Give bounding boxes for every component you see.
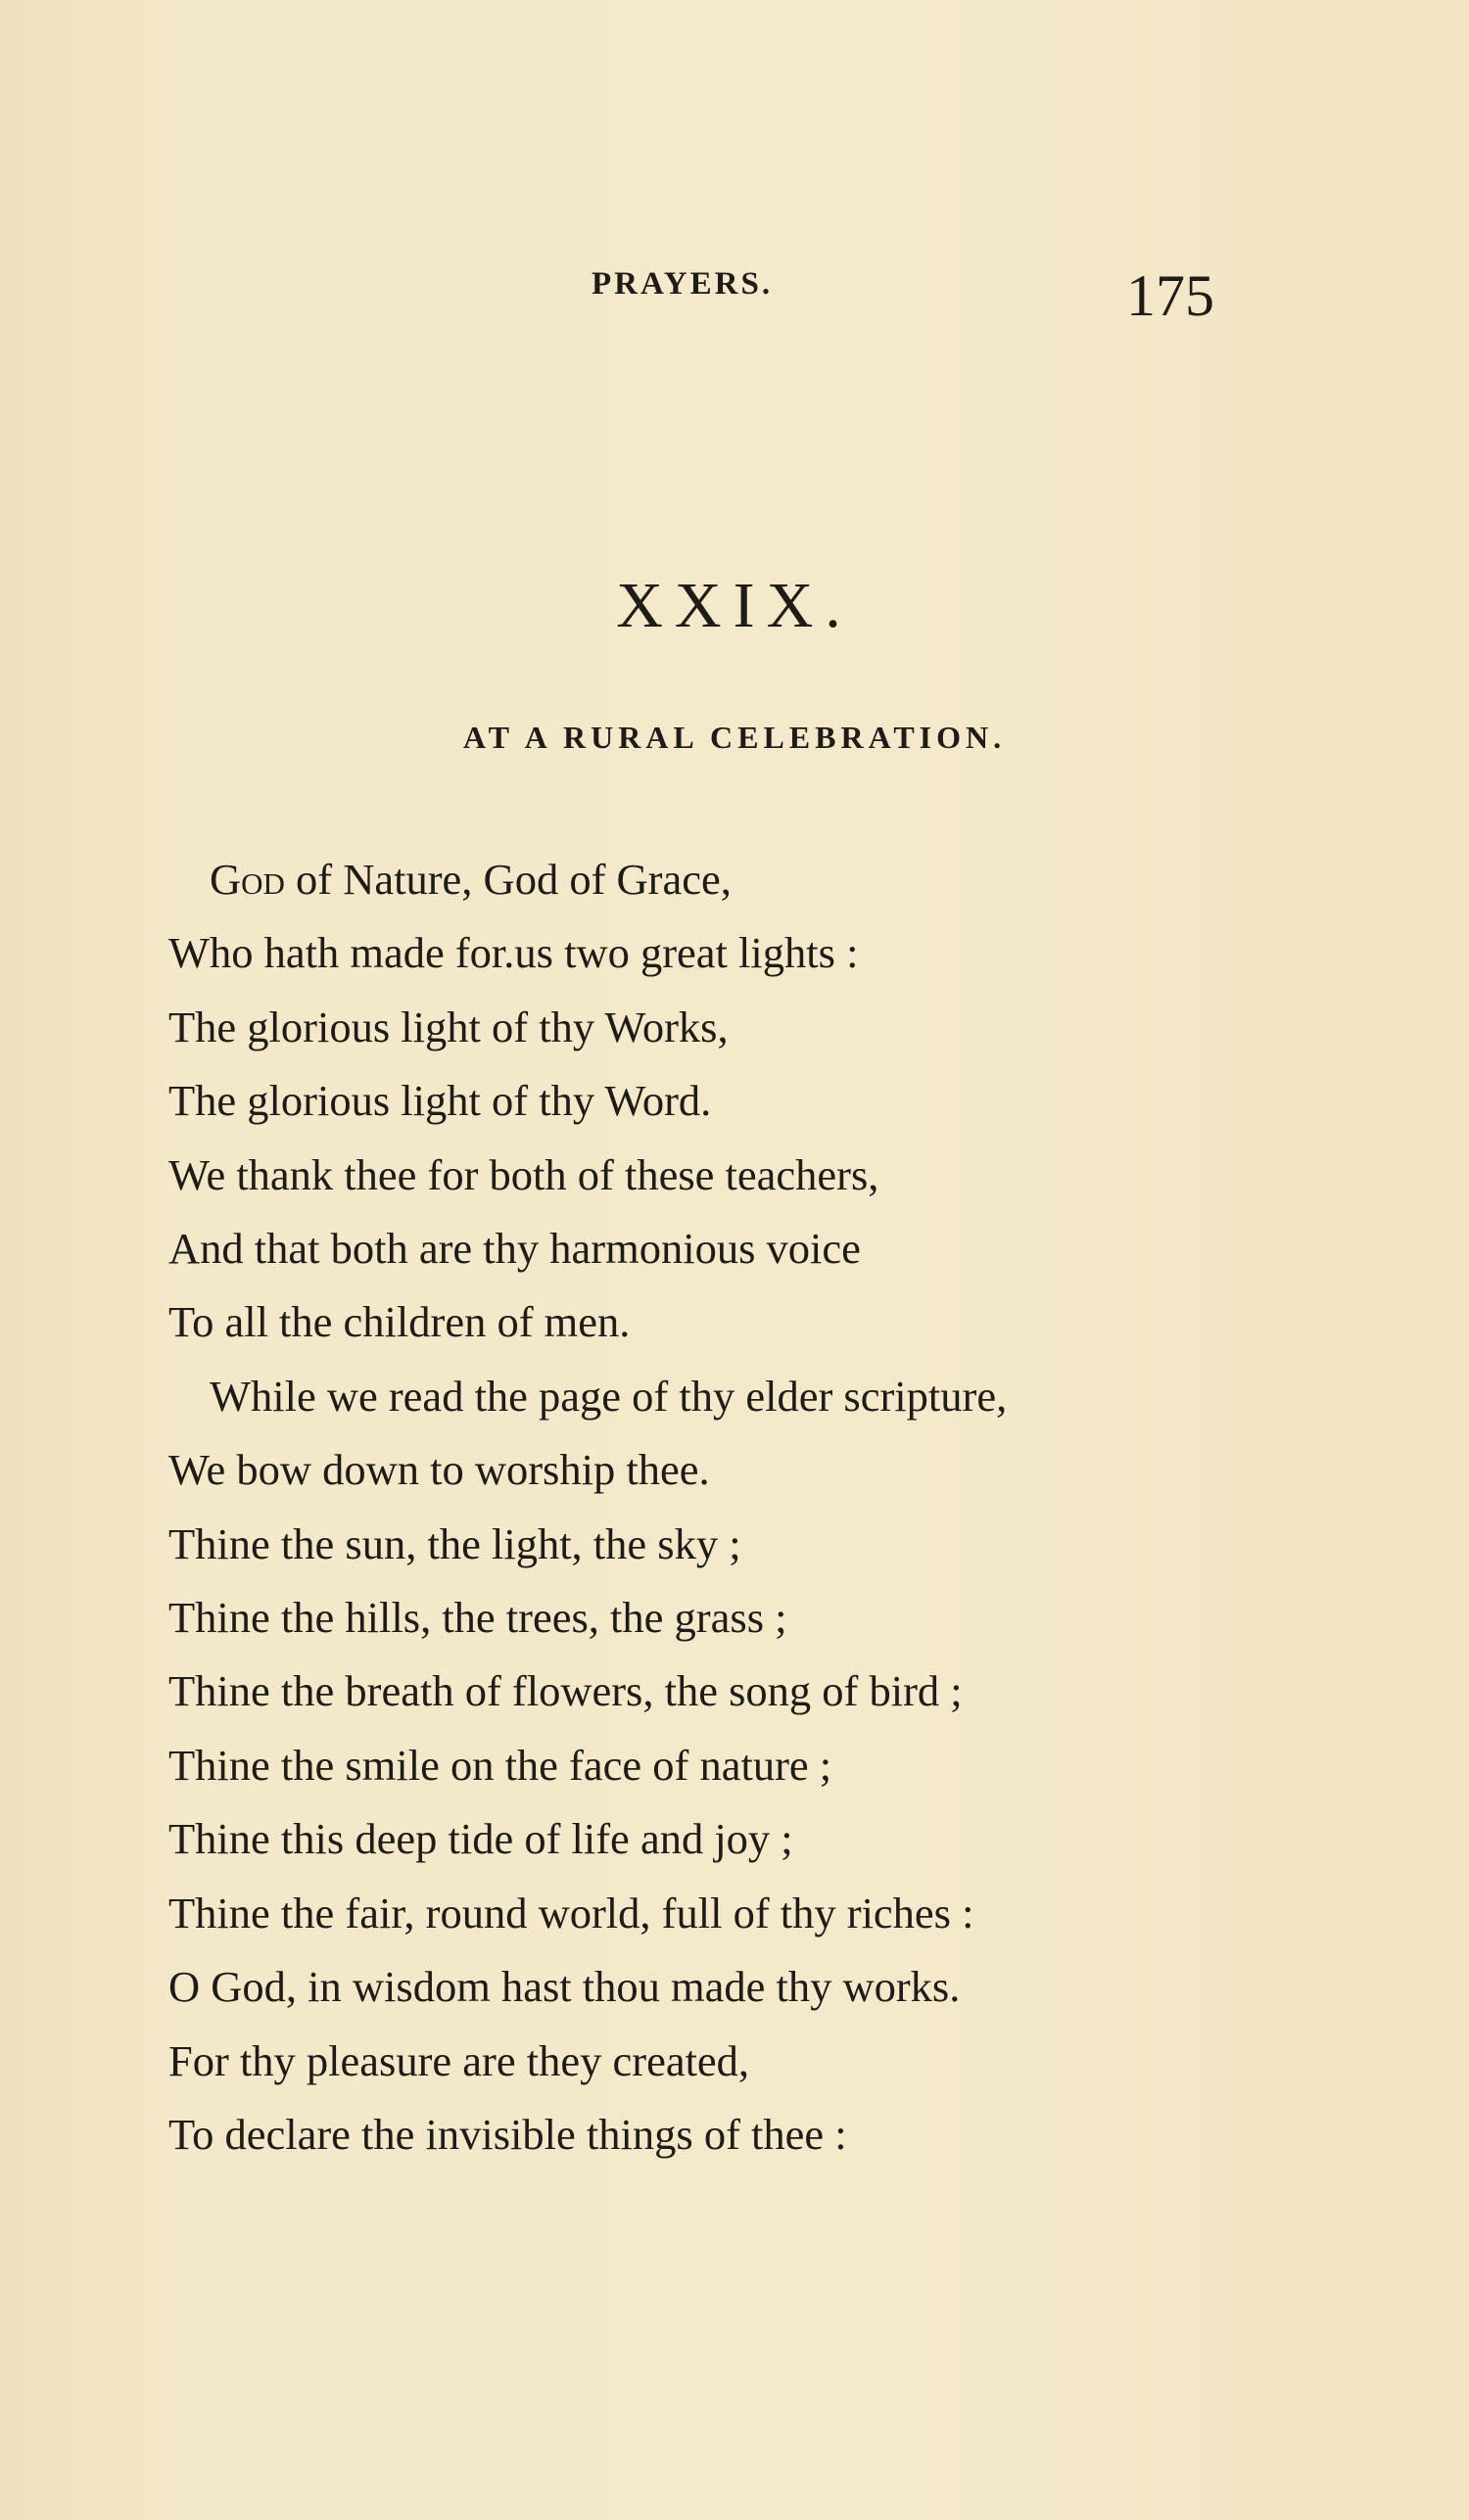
verse-line: Thine the smile on the face of nature ;: [168, 1740, 832, 1790]
verse-line: Thine this deep tide of life and joy ;: [168, 1814, 793, 1864]
verse-line: Thine the breath of flowers, the song of bird ;: [168, 1666, 963, 1716]
chapter-number: XXIX.: [616, 570, 853, 641]
chapter-title: AT A RURAL CELEBRATION.: [462, 720, 1007, 755]
running-head: PRAYERS.: [592, 266, 774, 302]
verse-line: The glorious light of thy Works,: [168, 1002, 729, 1051]
prayer-text: [168, 843, 1304, 2171]
page-number: 175: [1126, 263, 1214, 328]
verse-line-text: of Nature, God of Grace,: [284, 855, 732, 904]
verse-line: We bow down to worship thee.: [168, 1445, 710, 1495]
verse-line: To declare the invisible things of thee :: [168, 2109, 847, 2159]
verse-line: While we read the page of thy elder scripture,: [210, 1371, 1008, 1421]
verse-line: We thank thee for both of these teachers,: [168, 1149, 879, 1199]
verse-line: To all the children of men.: [168, 1297, 631, 1347]
verse-line: Thine the hills, the trees, the grass ;: [168, 1593, 787, 1643]
verse-line: Who hath made for.us two great lights :: [168, 928, 859, 978]
verse-line: For thy pleasure are they created,: [168, 2035, 750, 2085]
verse-line: [168, 843, 1304, 916]
verse-line: The glorious light of thy Word.: [168, 1076, 712, 1126]
verse-line: Thine the fair, round world, full of thy riches :: [168, 1888, 974, 1937]
opening-word: God: [210, 855, 285, 904]
verse-line: O God, in wisdom hast thou made thy works.: [168, 1962, 961, 2012]
verse-line: And that both are thy harmonious voice: [168, 1224, 861, 1274]
verse-line: Thine the sun, the light, the sky ;: [168, 1518, 741, 1568]
